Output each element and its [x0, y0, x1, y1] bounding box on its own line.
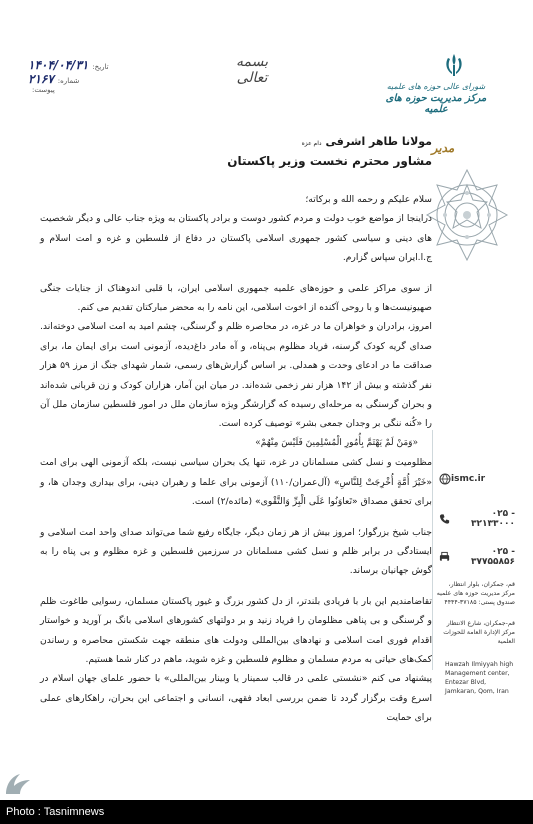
globe-icon [439, 473, 451, 485]
recipient-name-text: مولانا طاهر اشرفی [325, 135, 432, 148]
paragraph-6: تقاضامندیم این بار با فریادی بلندتر، از دل کشور بزرگ و غیور پاکستان مسلمان، رسوایی طاغوت ظلم و گرسنگی و بی پناهی مظلومان را فریاد زنید و بر دولتهای کشورهای اسلامی بانگ بر آورید و خواستار اقدام فوری امت اسلامی و نهادهای بین‌المللی ودولت های منطقه جهت شکستن محاصره و رساندن کمک‌های حیاتی به مردم مسلمان و مظلوم فلسطین و غزه شوید، ماهم در کنار شما هستیم. [40, 595, 432, 665]
fax-text: ۰۲۵ - ۳۷۷۵۵۸۵۶ [471, 547, 515, 567]
date-value: ۱۴۰۴/۰۴/۳۱ [28, 58, 89, 72]
paragraph-4: مظلومیت و نسل کشی مسلمانان در غزه، تنها یک بحران سیاسی نیست، بلکه آزمونی الهی برای امت «خَیْرَ أُمَّةٍ أُخْرِجَتْ لِلنَّاسِ» (آل‌عمران/۱۱۰) آزمونی برای علما و رهبران دینی، برای بیداری وجدان ها، و برای تحقق مصداق «تَعاوَنُوا عَلَی الْبِرِّ وَالتَّقْوی» (مائده/۲) است. [40, 457, 433, 508]
paragraph-3: امروز، برادران و خواهران ما در غزه، در محاصره ظلم و گرسنگی، چشم امید به امت اسلامی دوخته‌اند. صدای گریه کودک گرسنه، فریاد مظلوم بی‌پناه، و آه مادر داغ‌دیده، آزمونی است برای ایمان ما، برای صداقت ما در ادعای وحدت و همدلی. بر اساس گزارش‌های رسمی، شمار شهدای جنگ از مرز ۵۹ هزار نفر گذشته و بیش از ۱۴۲ هزار نفر زخمی شده‌اند. در میان این آمار، هزاران کودک و زن قربانی شده‌اند و بحران گرسنگی به مرحله‌ای رسیده که گزارشگر ویژه سازمان ملل در امور فلسطین سازمان ملل آن را «کُنه ننگی بر وجدان جمعی بشر» توصیف کرده است. [40, 321, 433, 430]
letter-body [40, 190, 432, 728]
greeting: سلام علیکم و رحمه الله و برکاته؛ [305, 194, 432, 205]
date-row [28, 58, 128, 72]
number-label: شماره: [57, 77, 80, 85]
website-text: ismc.ir [451, 474, 486, 484]
basmala: بسمه تعالی [236, 54, 268, 86]
attachment-row [28, 86, 128, 100]
recipient-name [210, 135, 432, 148]
paragraph-7: پیشنهاد می کنم «نشستی علمی در قالب سمینار یا وبینار بین‌المللی» با حضور علمای جهان اسلام در اسرع وقت برگزار گردد تا ضمن بررسی ابعاد فقهی، انسانی و اجتماعی این بحران، راهکارهای عملی برای حمایت [40, 673, 432, 724]
recipient-title: مشاور محترم نخست وزیر پاکستان [227, 154, 432, 168]
recipient-block [210, 135, 432, 168]
fax-row [435, 546, 515, 568]
recipient-honorific: دام عزه [301, 140, 322, 147]
phone-text: ۰۲۵ - ۳۲۱۳۳۰۰۰ [471, 509, 515, 529]
website-row [435, 468, 515, 490]
contact-divider [432, 430, 433, 670]
iran-emblem-icon [443, 52, 465, 78]
number-value: ۲۱۶۷ [28, 72, 54, 86]
photo-credit: Photo : Tasnimnews [0, 800, 533, 824]
council-line-1: شورای عالی حوزه های علمیه [386, 82, 486, 91]
paragraph-2: از سوی مراکز علمی و حوزه‌های علمیه جمهوری اسلامی ایران، با قلبی اندوهناک از جنایات جنگی صهیونیست‌ها و با روحی آکنده از اخوت اسلامی، این نامه را به محضر مبارکتان تقدیم می کنم. [40, 282, 432, 314]
ornament-icon [423, 160, 511, 270]
verse-quote: «وَمَنْ لَمْ یَهْتَمَّ بِأُمُورِ الْمُسْلِمِینَ فَلَیْسَ مِنْهُمْ» [255, 437, 418, 448]
letter-meta [28, 58, 128, 100]
address-english: Hawzah Ilmiyyah high Management center, Entezar Blvd, Jamkaran, Qom, Iran [445, 661, 514, 695]
paragraph-5: جناب شیخ بزرگوار؛ امروز بیش از هر زمان دیگر، جایگاه رفیع شما می‌تواند صدای واحد امت اسلامی و ایستادگی در برابر ظلم و نسل کشی مسلمانان در سرزمین فلسطین و غزه مظلوم و بی پناه را به گوش جهانیان برساند. [40, 526, 432, 577]
council-name [381, 82, 491, 115]
council-line-2: مرکز مدیریت حوزه های علمیه [385, 93, 487, 115]
number-row [28, 72, 128, 86]
fax-icon [439, 551, 450, 563]
role-title: مدیر [431, 141, 455, 155]
phone-row [435, 508, 515, 530]
date-label: تاریخ: [92, 63, 109, 71]
address-arabic: قم-جمکران، شارع الانتظار مرکز الإدارة العامة للحوزات العلمیة [443, 620, 515, 645]
contact-block [435, 468, 515, 696]
attachment-label: پیوست: [32, 86, 55, 94]
paragraph-1: دراینجا از مواضع خوب دولت و مردم کشور دوست و برادر پاکستان به ویژه جناب عالی و دیگر شخصیت های دینی و سیاسی کشور جمهوری اسلامی پاکستان در دفاع از فلسطین و غزه و امت اسلام و ج.ا.ایران سپاس گزارم. [40, 213, 432, 264]
phone-icon [439, 513, 450, 525]
address-persian: قم، جمکران، بلوار انتظار، مرکز مدیریت حوزه های علمیه صندوق پستی: ۳۷۱۸۵-۴۴۴۴ [436, 581, 515, 606]
tasnim-watermark-icon [2, 768, 36, 798]
